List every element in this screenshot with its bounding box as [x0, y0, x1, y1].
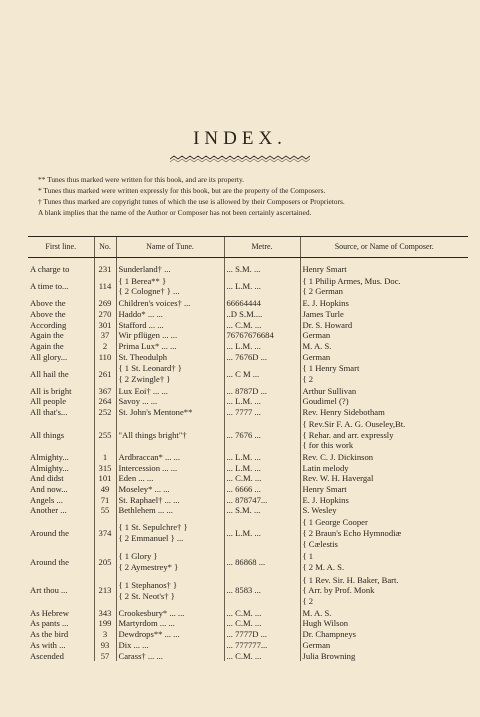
source-cell [300, 396, 468, 407]
metre-cell: ... C.M. ... [224, 320, 300, 331]
source-cell-line: { 1 [302, 551, 314, 562]
source-cell [300, 516, 468, 550]
number-cell: 213 [94, 574, 116, 608]
note-line: ** Tunes thus marked were written for this book, and are its property. [38, 175, 245, 184]
source-cell [300, 407, 468, 418]
tune-name-cell [116, 341, 224, 352]
ornament-divider [170, 154, 310, 164]
tune-name-cell-line: St. Raphael† ... ... [118, 494, 180, 505]
source-cell [300, 386, 468, 397]
first-line-cell: Almighty... [30, 462, 69, 473]
tune-name-cell-line: Martyrdom ... ... [118, 618, 175, 629]
number-cell: 2 [94, 341, 116, 352]
source-cell-line: M. A. S. [302, 607, 332, 618]
tune-name-cell-line: { 2 St. Neot's† } [118, 590, 175, 601]
first-line-cell: And didst [30, 473, 64, 484]
number-cell: 57 [94, 651, 116, 662]
table-row [28, 495, 468, 506]
number-cell: 205 [94, 550, 116, 573]
number-cell: 49 [94, 484, 116, 495]
source-cell [300, 629, 468, 640]
source-cell-line: S. Wesley [302, 505, 337, 516]
metre-cell: ... L.M. ... [224, 341, 300, 352]
number-cell: 252 [94, 407, 116, 418]
tune-name-cell [116, 386, 224, 397]
tune-name-cell [116, 396, 224, 407]
source-cell-line: Dr. Champneys [302, 629, 356, 640]
tune-name-cell-line: Children's voices† ... [118, 298, 191, 309]
source-cell-line: German [302, 330, 331, 341]
first-line-cell: Around the [30, 556, 69, 567]
source-cell [300, 473, 468, 484]
number-cell: 374 [94, 516, 116, 550]
number-cell: 367 [94, 386, 116, 397]
source-cell-line: Goudimel (?) [302, 396, 349, 407]
number-cell: 255 [94, 418, 116, 452]
source-cell [300, 275, 468, 298]
first-line-cell: Around the [30, 527, 69, 538]
number-cell: 199 [94, 618, 116, 629]
table-row [28, 396, 468, 407]
table-row [28, 264, 468, 275]
source-cell-line: Latin melody [302, 462, 349, 473]
first-line-cell: All that's... [30, 407, 68, 418]
source-cell-line: { Rev.Sir F. A. G. Ouseley,Bt. [302, 418, 406, 429]
tune-name-cell-line: { 1 Stephanos† } [118, 579, 178, 590]
tune-name-cell-line: Sunderland† ... [118, 264, 171, 274]
source-cell [300, 264, 468, 275]
notes [28, 174, 468, 218]
source-cell-line: E. J. Hopkins [302, 298, 349, 309]
first-line-cell: Again the [30, 340, 64, 351]
note-line: † Tunes thus marked are copyright tunes of which the use is allowed by their Composers or Proprietors. [38, 197, 345, 206]
table-row [28, 640, 468, 651]
source-cell-line: James Turle [302, 308, 344, 319]
tune-name-cell [116, 574, 224, 608]
first-line-cell: Angels ... [30, 494, 63, 505]
tune-name-cell [116, 298, 224, 309]
number-cell: 71 [94, 495, 116, 506]
metre-cell: ... L.M. ... [224, 452, 300, 463]
table-row [28, 505, 468, 516]
metre-cell: ... 777777... [224, 640, 300, 651]
table-body [28, 258, 468, 662]
table-row [28, 407, 468, 418]
page-title: INDEX. [193, 128, 287, 149]
metre-cell: ... C.M. ... [224, 651, 300, 662]
source-cell-line: Rev. W. H. Havergal [302, 473, 374, 484]
first-line-cell: Almighty... [30, 451, 69, 462]
number-cell: 269 [94, 298, 116, 309]
table-row [28, 608, 468, 619]
metre-cell: ... C.M. ... [224, 618, 300, 629]
source-cell [300, 298, 468, 309]
metre-cell: ... 7676D ... [224, 352, 300, 363]
tune-name-cell [116, 651, 224, 662]
tune-name-cell [116, 473, 224, 484]
tune-name-cell-line: { 1 Glory } [118, 551, 158, 562]
first-line-cell: As the bird [30, 629, 69, 640]
number-cell: 110 [94, 352, 116, 363]
first-line-cell: Above the [30, 298, 66, 309]
table-row [28, 309, 468, 320]
table-row [28, 629, 468, 640]
source-cell-line: Henry Smart [302, 484, 347, 495]
source-cell-line: { for this work [302, 440, 354, 451]
metre-cell: 66664444 [224, 298, 300, 309]
source-cell-line: German [302, 639, 331, 650]
source-cell [300, 608, 468, 619]
source-cell-line: Rev. Henry Sidebotham [302, 407, 385, 418]
source-cell-line: { 1 Philip Armes, Mus. Doc. [302, 275, 401, 286]
header-source: Source, or Name of Composer. [300, 237, 468, 258]
tune-name-cell-line: Moseley* ... ... [118, 484, 170, 495]
tune-name-cell [116, 618, 224, 629]
metre-cell: ... C.M. ... [224, 473, 300, 484]
source-cell [300, 362, 468, 385]
table-row [28, 618, 468, 629]
metre-cell: 76767676684 [224, 330, 300, 341]
source-cell [300, 463, 468, 474]
source-cell [300, 330, 468, 341]
table-row [28, 330, 468, 341]
tune-name-cell-line: { 2 Emmanuel } ... [118, 533, 184, 544]
source-cell [300, 640, 468, 651]
first-line-cell: As pants ... [30, 618, 69, 629]
tune-name-cell-line: { 2 Zwingle† } [118, 374, 171, 384]
source-cell-line: { 1 George Cooper [302, 517, 368, 528]
tune-name-cell-line: Eden ... ... [118, 473, 154, 484]
table-row [28, 352, 468, 363]
table-row [28, 473, 468, 484]
tune-name-cell-line: Intercession ... ... [118, 462, 178, 473]
source-cell [300, 320, 468, 331]
first-line-cell: All people [30, 396, 67, 407]
tune-name-cell-line: Carass† ... ... [118, 650, 163, 661]
tune-name-cell [116, 362, 224, 385]
first-line-cell: A charge to [30, 264, 70, 274]
metre-cell: ... 7777 ... [224, 407, 300, 418]
number-cell: 93 [94, 640, 116, 651]
header-tune: Name of Tune. [116, 237, 224, 258]
metre-cell: ... S.M. ... [224, 505, 300, 516]
table-row [28, 516, 468, 550]
table-row [28, 298, 468, 309]
source-cell-line: { 1 Rev. Sir. H. Baker, Bart. [302, 574, 399, 585]
source-cell [300, 505, 468, 516]
first-line-cell: All things [30, 429, 65, 440]
number-cell: 231 [94, 264, 116, 275]
tune-name-cell [116, 608, 224, 619]
source-cell [300, 495, 468, 506]
metre-cell: ... 7777D ... [224, 629, 300, 640]
tune-name-cell [116, 452, 224, 463]
source-cell [300, 484, 468, 495]
first-line-cell: Art thou ... [30, 585, 68, 596]
source-cell-line: { Arr. by Prof. Monk [302, 585, 375, 596]
number-cell: 343 [94, 608, 116, 619]
index-table [28, 236, 468, 661]
metre-cell: ... 6666 ... [224, 484, 300, 495]
first-line-cell: A time to... [30, 281, 69, 292]
tune-name-cell [116, 550, 224, 573]
source-cell [300, 452, 468, 463]
source-cell-line: E. J. Hopkins [302, 494, 349, 505]
source-cell-line: German [302, 351, 331, 362]
metre-cell: ... C.M. ... [224, 608, 300, 619]
tune-name-cell [116, 629, 224, 640]
first-line-cell: Ascended [30, 650, 64, 661]
table-row [28, 362, 468, 385]
first-line-cell: All is bright [30, 385, 72, 396]
metre-cell: ... 7676 ... [224, 418, 300, 452]
source-cell [300, 352, 468, 363]
number-cell: 101 [94, 473, 116, 484]
metre-cell: ... 878747... [224, 495, 300, 506]
source-cell [300, 618, 468, 629]
metre-cell: ... L.M. ... [224, 516, 300, 550]
tune-name-cell [116, 275, 224, 298]
metre-cell: ... L.M. ... [224, 275, 300, 298]
table-row [28, 550, 468, 573]
metre-cell: ... L.M. ... [224, 463, 300, 474]
metre-cell: ... L.M. ... [224, 396, 300, 407]
header-no: No. [94, 237, 116, 258]
note-line: * Tunes thus marked were written expressly for this book, but are the property of the Composers. [38, 186, 326, 195]
source-cell-line: { Rehar. and arr. expressly [302, 429, 394, 440]
number-cell: 1 [94, 452, 116, 463]
table-row [28, 651, 468, 662]
tune-name-cell-line: { 2 Cologne† } ... [118, 286, 180, 297]
source-cell-line: Dr. S. Howard [302, 319, 353, 330]
source-cell-line: { 2 [302, 374, 314, 384]
number-cell: 315 [94, 463, 116, 474]
metre-cell: ... 8583 ... [224, 574, 300, 608]
tune-name-cell-line: Lux Eoi† ... ... [118, 385, 168, 396]
table-row [28, 463, 468, 474]
source-cell-line: { 2 M. A. S. [302, 561, 345, 572]
table-header [28, 237, 468, 258]
tune-name-cell [116, 505, 224, 516]
tune-name-cell [116, 463, 224, 474]
tune-name-cell-line: St. John's Mentone** [118, 407, 193, 418]
first-line-cell: All glory... [30, 351, 68, 362]
tune-name-cell [116, 309, 224, 320]
tune-name-cell [116, 264, 224, 275]
number-cell: 270 [94, 309, 116, 320]
first-line-cell: All hail the [30, 368, 69, 379]
tune-name-cell-line: Ardbraccan* ... ... [118, 451, 181, 462]
metre-cell: ... 8787D ... [224, 386, 300, 397]
tune-name-cell-line: Savoy ... ... [118, 396, 158, 407]
tune-name-cell-line: St. Theodulph [118, 351, 168, 362]
number-cell: 261 [94, 362, 116, 385]
source-cell-line: { Cælestis [302, 538, 338, 549]
number-cell: 55 [94, 505, 116, 516]
header-first-line: First line. [28, 237, 94, 258]
number-cell: 264 [94, 396, 116, 407]
tune-name-cell [116, 516, 224, 550]
tune-name-cell [116, 352, 224, 363]
tune-name-cell-line: Stafford ... ... [118, 319, 164, 330]
source-cell-line: { 1 Henry Smart [302, 363, 360, 374]
source-cell-line: { 2 Braun's Echo Hymnodiæ [302, 527, 402, 538]
tune-name-cell-line: { 2 Aymestrey* } [118, 561, 179, 572]
number-cell: 37 [94, 330, 116, 341]
table-row [28, 275, 468, 298]
tune-name-cell [116, 640, 224, 651]
table-row [28, 574, 468, 608]
tune-name-cell-line: Bethlehem ... ... [118, 505, 173, 516]
metre-cell: ... S.M. ... [224, 264, 300, 275]
tune-name-cell-line: { 1 St. Leonard† } [118, 363, 182, 374]
tune-name-cell-line: Dix ... ... [118, 639, 149, 650]
source-cell [300, 341, 468, 352]
tune-name-cell-line: Dewdrops** ... ... [118, 629, 180, 640]
source-cell-line: M. A. S. [302, 340, 332, 351]
source-cell-line: Hugh Wilson [302, 618, 349, 629]
source-cell-line: Henry Smart [302, 264, 347, 274]
source-cell [300, 574, 468, 608]
tune-name-cell-line: Crookesbury* ... ... [118, 607, 185, 618]
table-row [28, 484, 468, 495]
tune-name-cell-line: "All things bright"† [118, 429, 187, 440]
first-line-cell: As Hebrew [30, 607, 69, 618]
number-cell: 301 [94, 320, 116, 331]
table-row [28, 320, 468, 331]
first-line-cell: As with ... [30, 639, 66, 650]
source-cell [300, 418, 468, 452]
tune-name-cell-line: Haddo* ... ... [118, 308, 163, 319]
first-line-cell: Again the [30, 330, 64, 341]
source-cell [300, 550, 468, 573]
tune-name-cell-line: { 1 Berea** } [118, 275, 167, 286]
first-line-cell: And now... [30, 484, 68, 495]
table-row [28, 418, 468, 452]
header-metre: Metre. [224, 237, 300, 258]
tune-name-cell [116, 484, 224, 495]
source-cell-line: { 2 [302, 596, 314, 606]
metre-cell: ... 86868 ... [224, 550, 300, 573]
table-row [28, 452, 468, 463]
source-cell [300, 651, 468, 662]
note-line: A blank implies that the name of the Author or Composer has not been certainly ascertained. [38, 208, 312, 217]
tune-name-cell [116, 418, 224, 452]
tune-name-cell [116, 495, 224, 506]
number-cell: 3 [94, 629, 116, 640]
first-line-cell: Another ... [30, 505, 67, 516]
table-row [28, 386, 468, 397]
metre-cell: ..D S.M.... [224, 309, 300, 320]
tune-name-cell [116, 320, 224, 331]
source-cell [300, 309, 468, 320]
source-cell-line: Julia Browning [302, 650, 356, 661]
number-cell: 114 [94, 275, 116, 298]
tune-name-cell-line: Wir pflügen ... ... [118, 330, 178, 341]
source-cell-line: Rev. C. J. Dickinson [302, 451, 374, 462]
tune-name-cell-line: Prima Lux* ... ... [118, 340, 177, 351]
metre-cell: ... C M ... [224, 362, 300, 385]
source-cell-line: { 2 German [302, 286, 343, 297]
tune-name-cell [116, 330, 224, 341]
table-row [28, 341, 468, 352]
source-cell-line: Arthur Sullivan [302, 385, 357, 396]
first-line-cell: Above the [30, 308, 66, 319]
first-line-cell: According [30, 319, 67, 330]
tune-name-cell [116, 407, 224, 418]
tune-name-cell-line: { 1 St. Sepulchre† } [118, 522, 188, 533]
